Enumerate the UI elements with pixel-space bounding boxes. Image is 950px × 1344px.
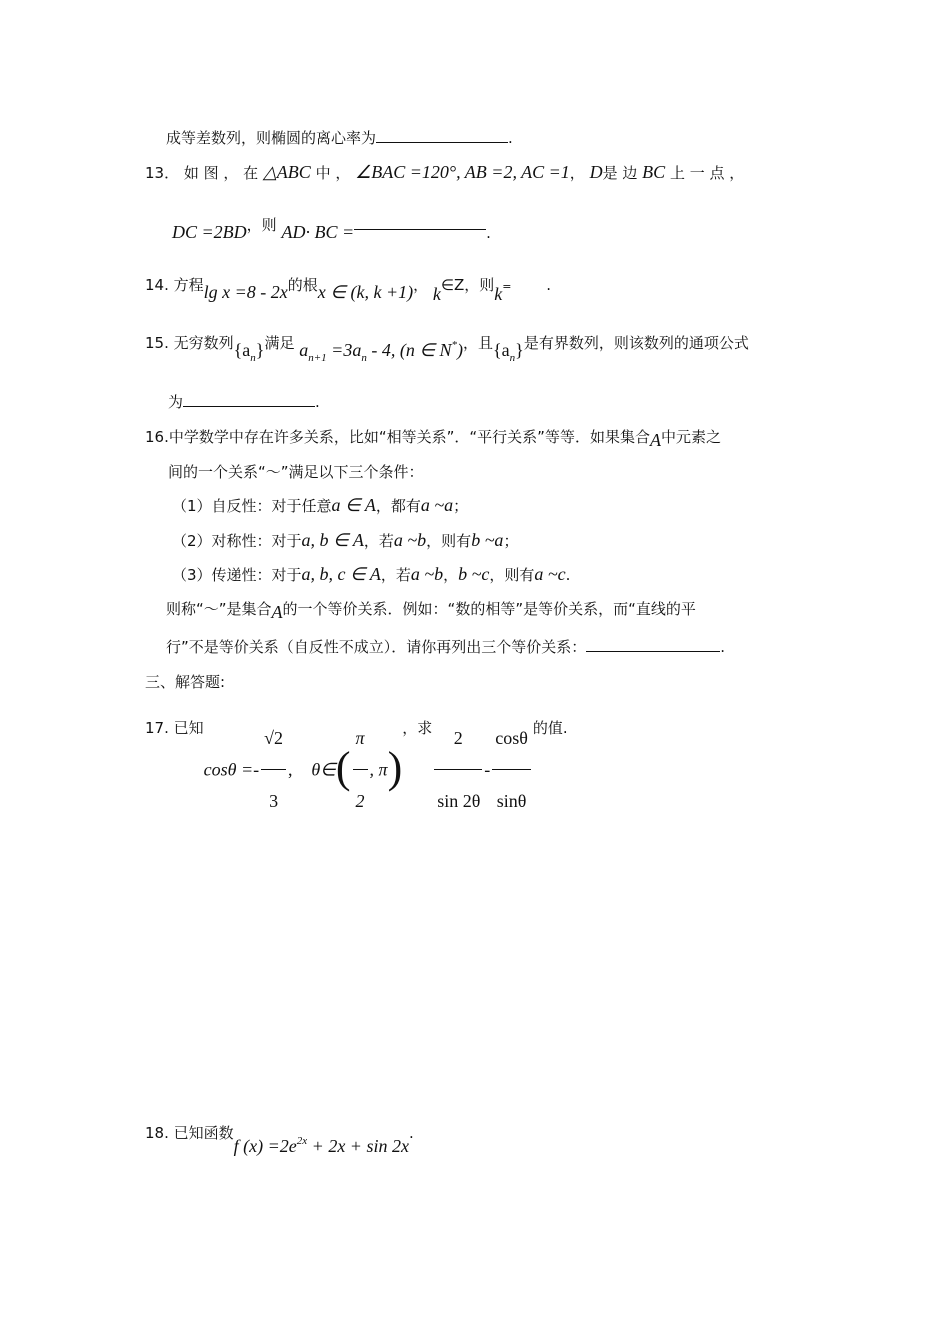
q17-line: 17. 已知cosθ =- $\frac{√2}{3}$ , θ∈( $\frac{\pi}{2}$ , π)，求 $\frac{2}{\sin 2\theta}$ - $\frac{\cos\theta}{\sin\theta}$ 的值. (145, 708, 568, 768)
q17-fraction-sqrt2-3: $\frac{√2}{3}$ (261, 708, 286, 831)
q18-number: 18. (145, 1124, 169, 1142)
q16-number: 16. (145, 428, 169, 446)
q14-line: 14. 方程lg x =8 - 2x的根x ∈ (k, k +1)， k∈Z，则k= . (145, 276, 552, 304)
q16-condition-2: （2）对称性：对于a, b ∈ A，若a ~b，则有b ~a； (172, 530, 519, 550)
q18-line: 18. 已知函数f $(x) =2e^{2x} + 2x + \sin 2x$. (145, 1124, 414, 1156)
q15-line2: 为 . (168, 393, 320, 411)
q16-para-1: 则称“～”是集合A的一个等价关系．例如：“数的相等”是等价关系，而“直线的平 (166, 600, 696, 622)
q13-line2: DC =2BD，则 AD· BC = . (172, 216, 491, 242)
q14-number: 14. (145, 276, 169, 294)
q15-line1: 15. 无穷数列$\{a_n\}$满足 $a_{n+1} =3a_n - 4$, (n ∈ N*)，且$\{a_n\}$是有界数列，则该数列的通项公式 (145, 334, 749, 364)
q13-number: 13． (145, 164, 180, 182)
q13-dot-product: AD· BC = (281, 222, 355, 242)
q16-line1: 16.中学数学中存在许多关系，比如“相等关系”．“平行关系”等等．如果集合A中元素之 (145, 428, 721, 450)
q13-line1: 13． 如 图 ， 在 △ABC 中 ， ∠BAC =120°, AB =2, AC =1， D是 边 BC 上 一 点 ， (145, 162, 745, 182)
q12-line: 成等差数列，则椭圆的离心率为 . (166, 129, 513, 147)
q16-condition-3: （3）传递性：对于a, b, c ∈ A，若a ~b，b ~c，则有a ~c. (172, 564, 571, 584)
q17-fraction-cos-sin: $\frac{\cos\theta}{\sin\theta}$ (492, 708, 531, 831)
q16-line2: 间的一个关系“～”满足以下三个条件： (168, 463, 424, 481)
q15-number: 15. (145, 334, 169, 352)
q17-fraction-pi-2: $\frac{\pi}{2}$ (353, 708, 368, 831)
q16-para-2: 行”不是等价关系（自反性不成立）．请你再列出三个等价关系： . (166, 638, 726, 656)
q12-blank (376, 128, 508, 143)
q15-blank (183, 392, 315, 407)
q12-text: 成等差数列，则椭圆的离心率为 (166, 129, 377, 147)
q16-blank (586, 637, 720, 652)
q16-condition-1: （1）自反性：对于任意a ∈ A，都有a ~a； (172, 495, 469, 515)
q17-number: 17. (145, 719, 169, 737)
section-heading: 三、解答题: (145, 673, 226, 691)
q13-blank (354, 215, 486, 230)
q17-fraction-2-sin2theta: $\frac{2}{\sin 2\theta}$ (434, 708, 482, 831)
